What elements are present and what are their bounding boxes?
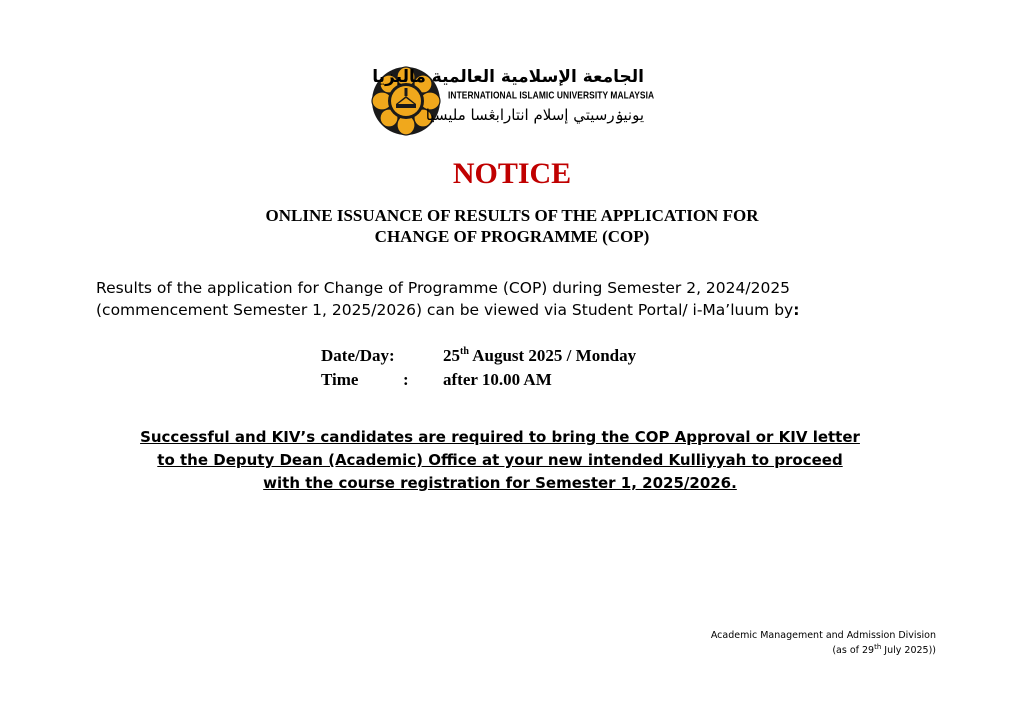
subtitle-line-1: ONLINE ISSUANCE OF RESULTS OF THE APPLICATION FOR [265,206,759,225]
notice-subtitle [0,205,1024,247]
date-day: 25 [443,346,460,365]
jawi-university-name: يونيۏرسيتي إسلام انتارابڠسا مليسيا [425,106,644,124]
notice-title: NOTICE [452,157,572,190]
as-of-suffix-sup: th [874,643,882,651]
time-value: after 10.00 AM [443,370,552,389]
time-label: Time [321,370,359,389]
body-paragraph [96,277,896,321]
instruction-line-3: with the course registration for Semester 1, 2025/2026. [263,474,737,492]
date-suffix: th [460,346,469,357]
instruction-line-2: to the Deputy Dean (Academic) Office at your new intended Kulliyyah to proceed [157,451,843,469]
schedule-time-row [321,369,552,391]
as-of-rest: July 2025)) [881,645,936,656]
body-line-2-wrap [96,299,896,321]
time-separator: : [403,370,409,389]
body-line-2: (commencement Semester 1, 2025/2026) can be viewed via Student Portal/ i-Ma’luum by [96,301,794,319]
division-name: Academic Management and Admission Division [710,630,936,641]
date-label: Date/Day: [321,346,395,365]
footer-block [711,628,936,658]
subtitle-line-2: CHANGE OF PROGRAMME (COP) [374,227,650,246]
university-logo [370,66,655,136]
body-line-1: Results of the application for Change of Programme (COP) during Semester 2, 2024/2025 [96,279,791,297]
as-of-date [711,643,936,658]
body-line-2-colon: : [793,301,800,319]
english-university-name: INTERNATIONAL ISLAMIC UNIVERSITY MALAYSIA [448,89,655,101]
schedule-date-row [321,345,636,367]
date-value: August 2025 / Monday [468,346,637,365]
university-name-block [372,66,655,136]
instruction-line-1: Successful and KIV’s candidates are required to bring the COP Approval or KIV letter [140,428,860,446]
instruction-block [0,426,1000,495]
as-of-prefix: (as of 29 [832,645,875,656]
arabic-university-name: الجامعة الإسلامية العالمية ماليزيا [372,67,644,87]
